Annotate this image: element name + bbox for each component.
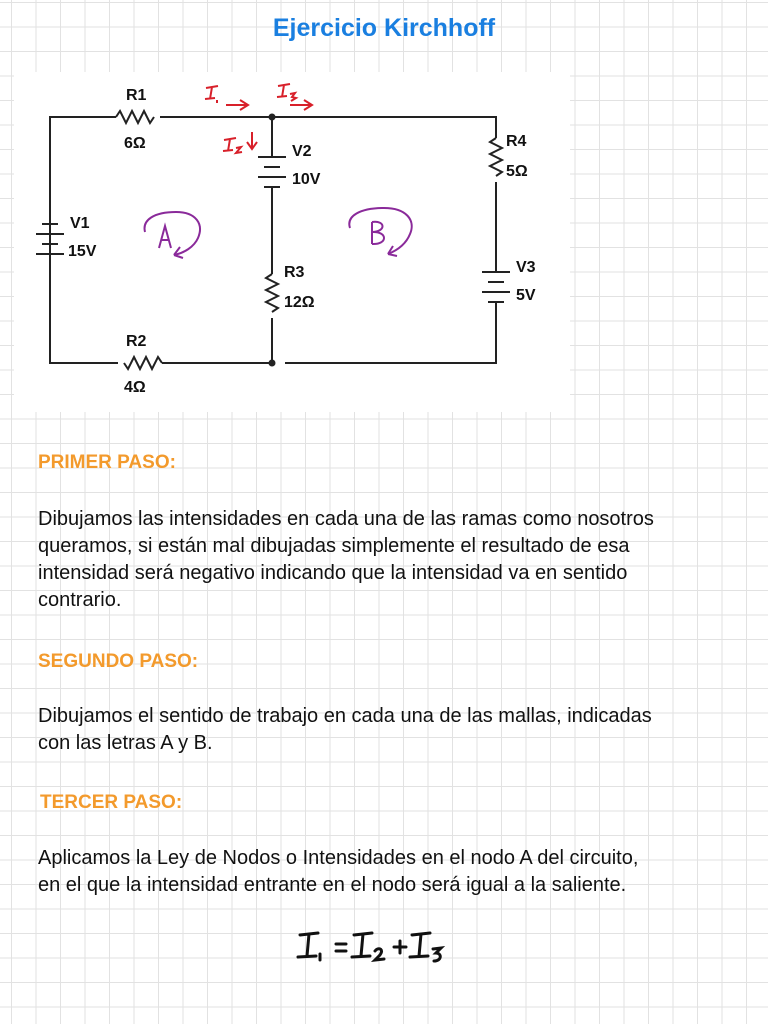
r3-value: 12Ω xyxy=(284,294,315,311)
mesh-loops xyxy=(145,208,412,258)
circuit-wires xyxy=(36,111,510,369)
step-1-line-1: Dibujamos las intensidades en cada una de las ramas como nosotros xyxy=(38,508,654,530)
v3-value: 5V xyxy=(516,287,536,304)
i1-symbol xyxy=(205,86,218,99)
step-2-heading: SEGUNDO PASO: xyxy=(38,651,199,672)
circuit-schematic xyxy=(14,72,570,412)
step-1-heading: PRIMER PASO: xyxy=(38,452,176,473)
node-equation xyxy=(296,927,476,967)
r1-resistor-symbol xyxy=(116,111,154,123)
equation-i3 xyxy=(410,933,430,957)
step-1-line-3: intensidad será negativo indicando que la intensidad va en sentido xyxy=(38,562,628,584)
mesh-b-letter xyxy=(372,222,384,244)
page-title: Ejercicio Kirchhoff xyxy=(272,14,496,42)
step-3-heading: TERCER PASO: xyxy=(40,792,183,813)
v2-value: 10V xyxy=(292,171,321,188)
step-2-text xyxy=(38,703,738,757)
circuit-diagram xyxy=(14,72,570,412)
v2-label: V2 xyxy=(292,143,312,160)
i2-symbol xyxy=(223,138,236,151)
step-2-line-2: con las letras A y B. xyxy=(38,732,213,754)
equation-plus xyxy=(394,941,406,953)
r2-label: R2 xyxy=(126,333,147,350)
mesh-a-loop xyxy=(145,212,200,255)
r1-value: 6Ω xyxy=(124,135,146,152)
step-1-line-2: queramos, si están mal dibujadas simplemente el resultado de esa xyxy=(38,535,630,557)
i1-arrow-icon xyxy=(226,100,248,110)
node-top xyxy=(269,114,276,121)
step-2-line-1: Dibujamos el sentido de trabajo en cada una de las mallas, indicadas xyxy=(38,705,652,727)
r2-resistor-symbol xyxy=(124,357,162,369)
r3-resistor-symbol xyxy=(266,274,278,312)
r1-label: R1 xyxy=(126,87,147,104)
i3-symbol xyxy=(277,84,290,97)
r4-value: 5Ω xyxy=(506,163,528,180)
r3-label: R3 xyxy=(284,264,305,281)
v1-label: V1 xyxy=(70,215,90,232)
mesh-b-loop xyxy=(349,208,411,254)
step-3-text xyxy=(38,845,738,899)
node-bottom xyxy=(269,360,276,367)
equation-i2 xyxy=(352,933,372,957)
step-1-line-4: contrario. xyxy=(38,589,122,611)
step-3-line-1: Aplicamos la Ley de Nodos o Intensidades en el nodo A del circuito, xyxy=(38,847,639,869)
r4-resistor-symbol xyxy=(490,138,502,176)
equation-i1 xyxy=(298,933,318,957)
step-3-line-2: en el que la intensidad entrante en el nodo será igual a la saliente. xyxy=(38,874,627,896)
equation-equals xyxy=(336,944,346,951)
mesh-a-letter xyxy=(159,226,171,248)
i2-arrow-icon xyxy=(247,132,257,149)
r2-value: 4Ω xyxy=(124,379,146,396)
step-1-text xyxy=(38,506,738,614)
v1-value: 15V xyxy=(68,243,97,260)
i3-arrow-icon xyxy=(290,100,312,110)
r4-label: R4 xyxy=(506,133,527,150)
v3-label: V3 xyxy=(516,259,536,276)
